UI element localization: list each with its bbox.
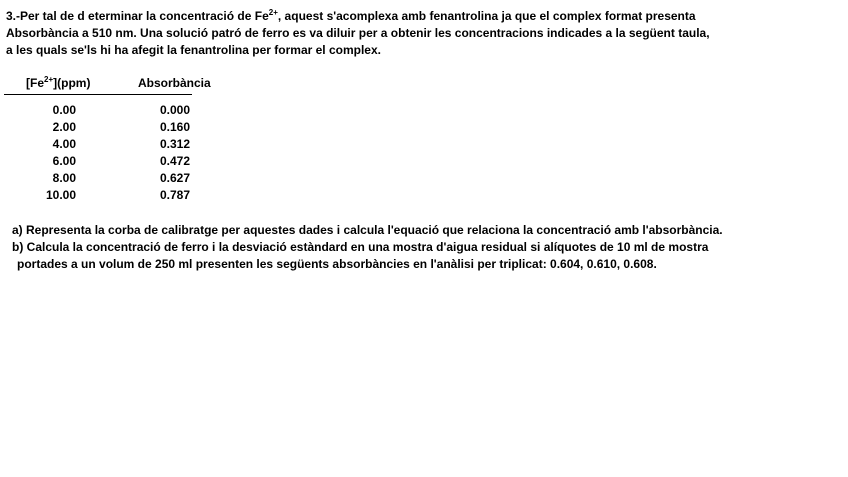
- cell-concentration: 2.00: [52, 120, 76, 134]
- intro-line-1-start: 3.-Per tal de d eterminar la concentració de Fe: [6, 9, 269, 23]
- cell-absorbance: 0.000: [160, 103, 191, 117]
- table-header: [24, 76, 244, 94]
- question-b-line-1: b) Calcula la concentració de ferro i la desviació estàndard en una mostra d'aigua residual si alíquotes de 10 ml de mostra: [12, 240, 709, 254]
- question-a: a) Representa la corba de calibratge per aquestes dades i calcula l'equació que relaciona la concentració amb l'absorbància.: [12, 223, 723, 237]
- calibration-table: [24, 75, 244, 202]
- table-row: [24, 170, 244, 187]
- cell-absorbance: 0.472: [160, 154, 191, 168]
- header-absorbance: Absorbància: [138, 76, 211, 90]
- header-concentration: [26, 76, 90, 90]
- header-underline: [4, 94, 192, 95]
- header-conc-start: [Fe: [26, 76, 44, 90]
- questions: [12, 222, 842, 273]
- table-row: [24, 136, 244, 153]
- cell-concentration: 0.00: [52, 103, 76, 117]
- intro-line-3: a les quals se'ls hi ha afegit la fenantrolina per formar el complex.: [6, 43, 381, 57]
- table-body: [24, 102, 244, 204]
- cell-concentration: 4.00: [52, 137, 76, 151]
- question-b-line-2: portades a un volum de 250 ml presenten les següents absorbàncies en l'anàlisi per triplicat: 0.604, 0.610, 0.608.: [17, 257, 657, 271]
- header-conc-end: ](ppm): [53, 76, 91, 90]
- problem-statement: [6, 8, 842, 59]
- intro-line-2: Absorbància a 510 nm. Una solució patró de ferro es va diluir per a obtenir les concentracions indicades a la següent taula,: [6, 26, 710, 40]
- cell-absorbance: 0.787: [160, 188, 191, 202]
- charge-superscript: 2+: [268, 8, 278, 17]
- table-row: [24, 119, 244, 136]
- intro-line-1: [6, 8, 842, 25]
- table-row: [24, 153, 244, 170]
- table-row: [24, 187, 244, 204]
- intro-line-1-end: , aquest s'acomplexa amb fenantrolina ja que el complex format presenta: [277, 9, 696, 23]
- cell-concentration: 6.00: [52, 154, 76, 168]
- cell-concentration: 8.00: [52, 171, 76, 185]
- cell-absorbance: 0.627: [160, 171, 191, 185]
- cell-absorbance: 0.160: [160, 120, 191, 134]
- table-row: [24, 102, 244, 119]
- cell-absorbance: 0.312: [160, 137, 191, 151]
- header-charge-superscript: 2+: [44, 75, 54, 84]
- cell-concentration: 10.00: [45, 188, 76, 202]
